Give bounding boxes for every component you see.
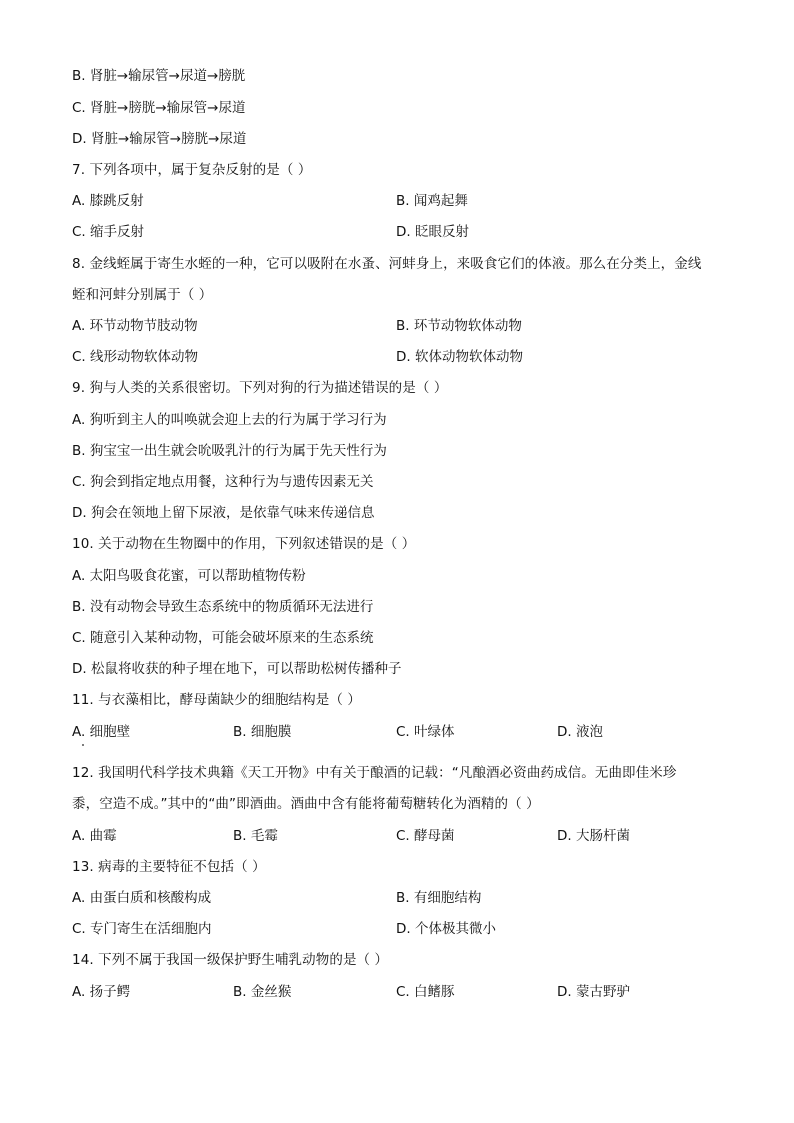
- q9-option-d: D. 狗会在领地上留下尿液，是依靠气味来传递信息: [72, 505, 375, 521]
- q8-option-d: D. 软体动物软体动物: [396, 349, 523, 365]
- q7-option-a: A. 膝跳反射: [72, 193, 144, 209]
- q13-option-b: B. 有细胞结构: [396, 890, 482, 906]
- q12-option-a: A. 曲霉: [72, 828, 117, 844]
- q8-stem-line1: 8. 金线蛭属于寄生水蛭的一种，它可以吸附在水蚤、河蚌身上，来吸食它们的体液。那么在分类上，金线: [72, 256, 702, 272]
- q14-option-a: A. 扬子鳄: [72, 984, 131, 1000]
- q6-option-b: B. 肾脏→输尿管→尿道→膀胱: [72, 68, 246, 84]
- q9-stem: 9. 狗与人类的关系很密切。下列对狗的行为描述错误的是（ ）: [72, 380, 448, 396]
- q10-option-c: C. 随意引入某种动物，可能会破坏原来的生态系统: [72, 630, 374, 646]
- q11-option-a: A. 细胞壁: [72, 724, 131, 740]
- q10-stem: 10. 关于动物在生物圈中的作用，下列叙述错误的是（ ）: [72, 536, 416, 552]
- q8-stem-line2: 蛭和河蚌分别属于（ ）: [72, 287, 213, 303]
- q8-option-c: C. 线形动物软体动物: [72, 349, 199, 365]
- q6-option-d: D. 肾脏→输尿管→膀胱→尿道: [72, 131, 247, 147]
- q13-option-c: C. 专门寄生在活细胞内: [72, 921, 212, 937]
- q10-option-a: A. 太阳鸟吸食花蜜，可以帮助植物传粉: [72, 568, 306, 584]
- q7-option-b: B. 闻鸡起舞: [396, 193, 468, 209]
- q7-option-d: D. 眨眼反射: [396, 224, 469, 240]
- q12-stem-line2: 黍，空造不成。”其中的“曲”即酒曲。酒曲中含有能将葡萄糖转化为酒精的（ ）: [72, 796, 540, 812]
- q9-option-b: B. 狗宝宝一出生就会吮吸乳汁的行为属于先天性行为: [72, 443, 387, 459]
- q12-stem-line1: 12. 我国明代科学技术典籍《天工开物》中有关于酿酒的记载：“凡酿酒必资曲药成信。无曲即佳米珍: [72, 765, 677, 781]
- q14-option-d: D. 蒙古野驴: [557, 984, 630, 1000]
- q12-option-c: C. 酵母菌: [396, 828, 455, 844]
- q10-option-b: B. 没有动物会导致生态系统中的物质循环无法进行: [72, 599, 374, 615]
- stray-mark: [82, 744, 84, 746]
- q11-stem: 11. 与衣藻相比，酵母菌缺少的细胞结构是（ ）: [72, 692, 361, 708]
- q9-option-a: A. 狗听到主人的叫唤就会迎上去的行为属于学习行为: [72, 412, 387, 428]
- q7-option-c: C. 缩手反射: [72, 224, 145, 240]
- q8-option-b: B. 环节动物软体动物: [396, 318, 522, 334]
- q11-option-b: B. 细胞膜: [233, 724, 292, 740]
- q6-option-c: C. 肾脏→膀胱→输尿管→尿道: [72, 100, 246, 116]
- q12-option-d: D. 大肠杆菌: [557, 828, 630, 844]
- q13-option-a: A. 由蛋白质和核酸构成: [72, 890, 212, 906]
- q14-option-b: B. 金丝猴: [233, 984, 292, 1000]
- q11-option-c: C. 叶绿体: [396, 724, 455, 740]
- q14-option-c: C. 白鳍豚: [396, 984, 455, 1000]
- q13-stem: 13. 病毒的主要特征不包括（ ）: [72, 859, 266, 875]
- q13-option-d: D. 个体极其微小: [396, 921, 496, 937]
- q11-option-d: D. 液泡: [557, 724, 603, 740]
- q9-option-c: C. 狗会到指定地点用餐，这种行为与遗传因素无关: [72, 474, 374, 490]
- q10-option-d: D. 松鼠将收获的种子埋在地下，可以帮助松树传播种子: [72, 661, 402, 677]
- q12-option-b: B. 毛霉: [233, 828, 278, 844]
- q8-option-a: A. 环节动物节肢动物: [72, 318, 198, 334]
- q14-stem: 14. 下列不属于我国一级保护野生哺乳动物的是（ ）: [72, 952, 389, 968]
- q7-stem: 7. 下列各项中，属于复杂反射的是（ ）: [72, 162, 312, 178]
